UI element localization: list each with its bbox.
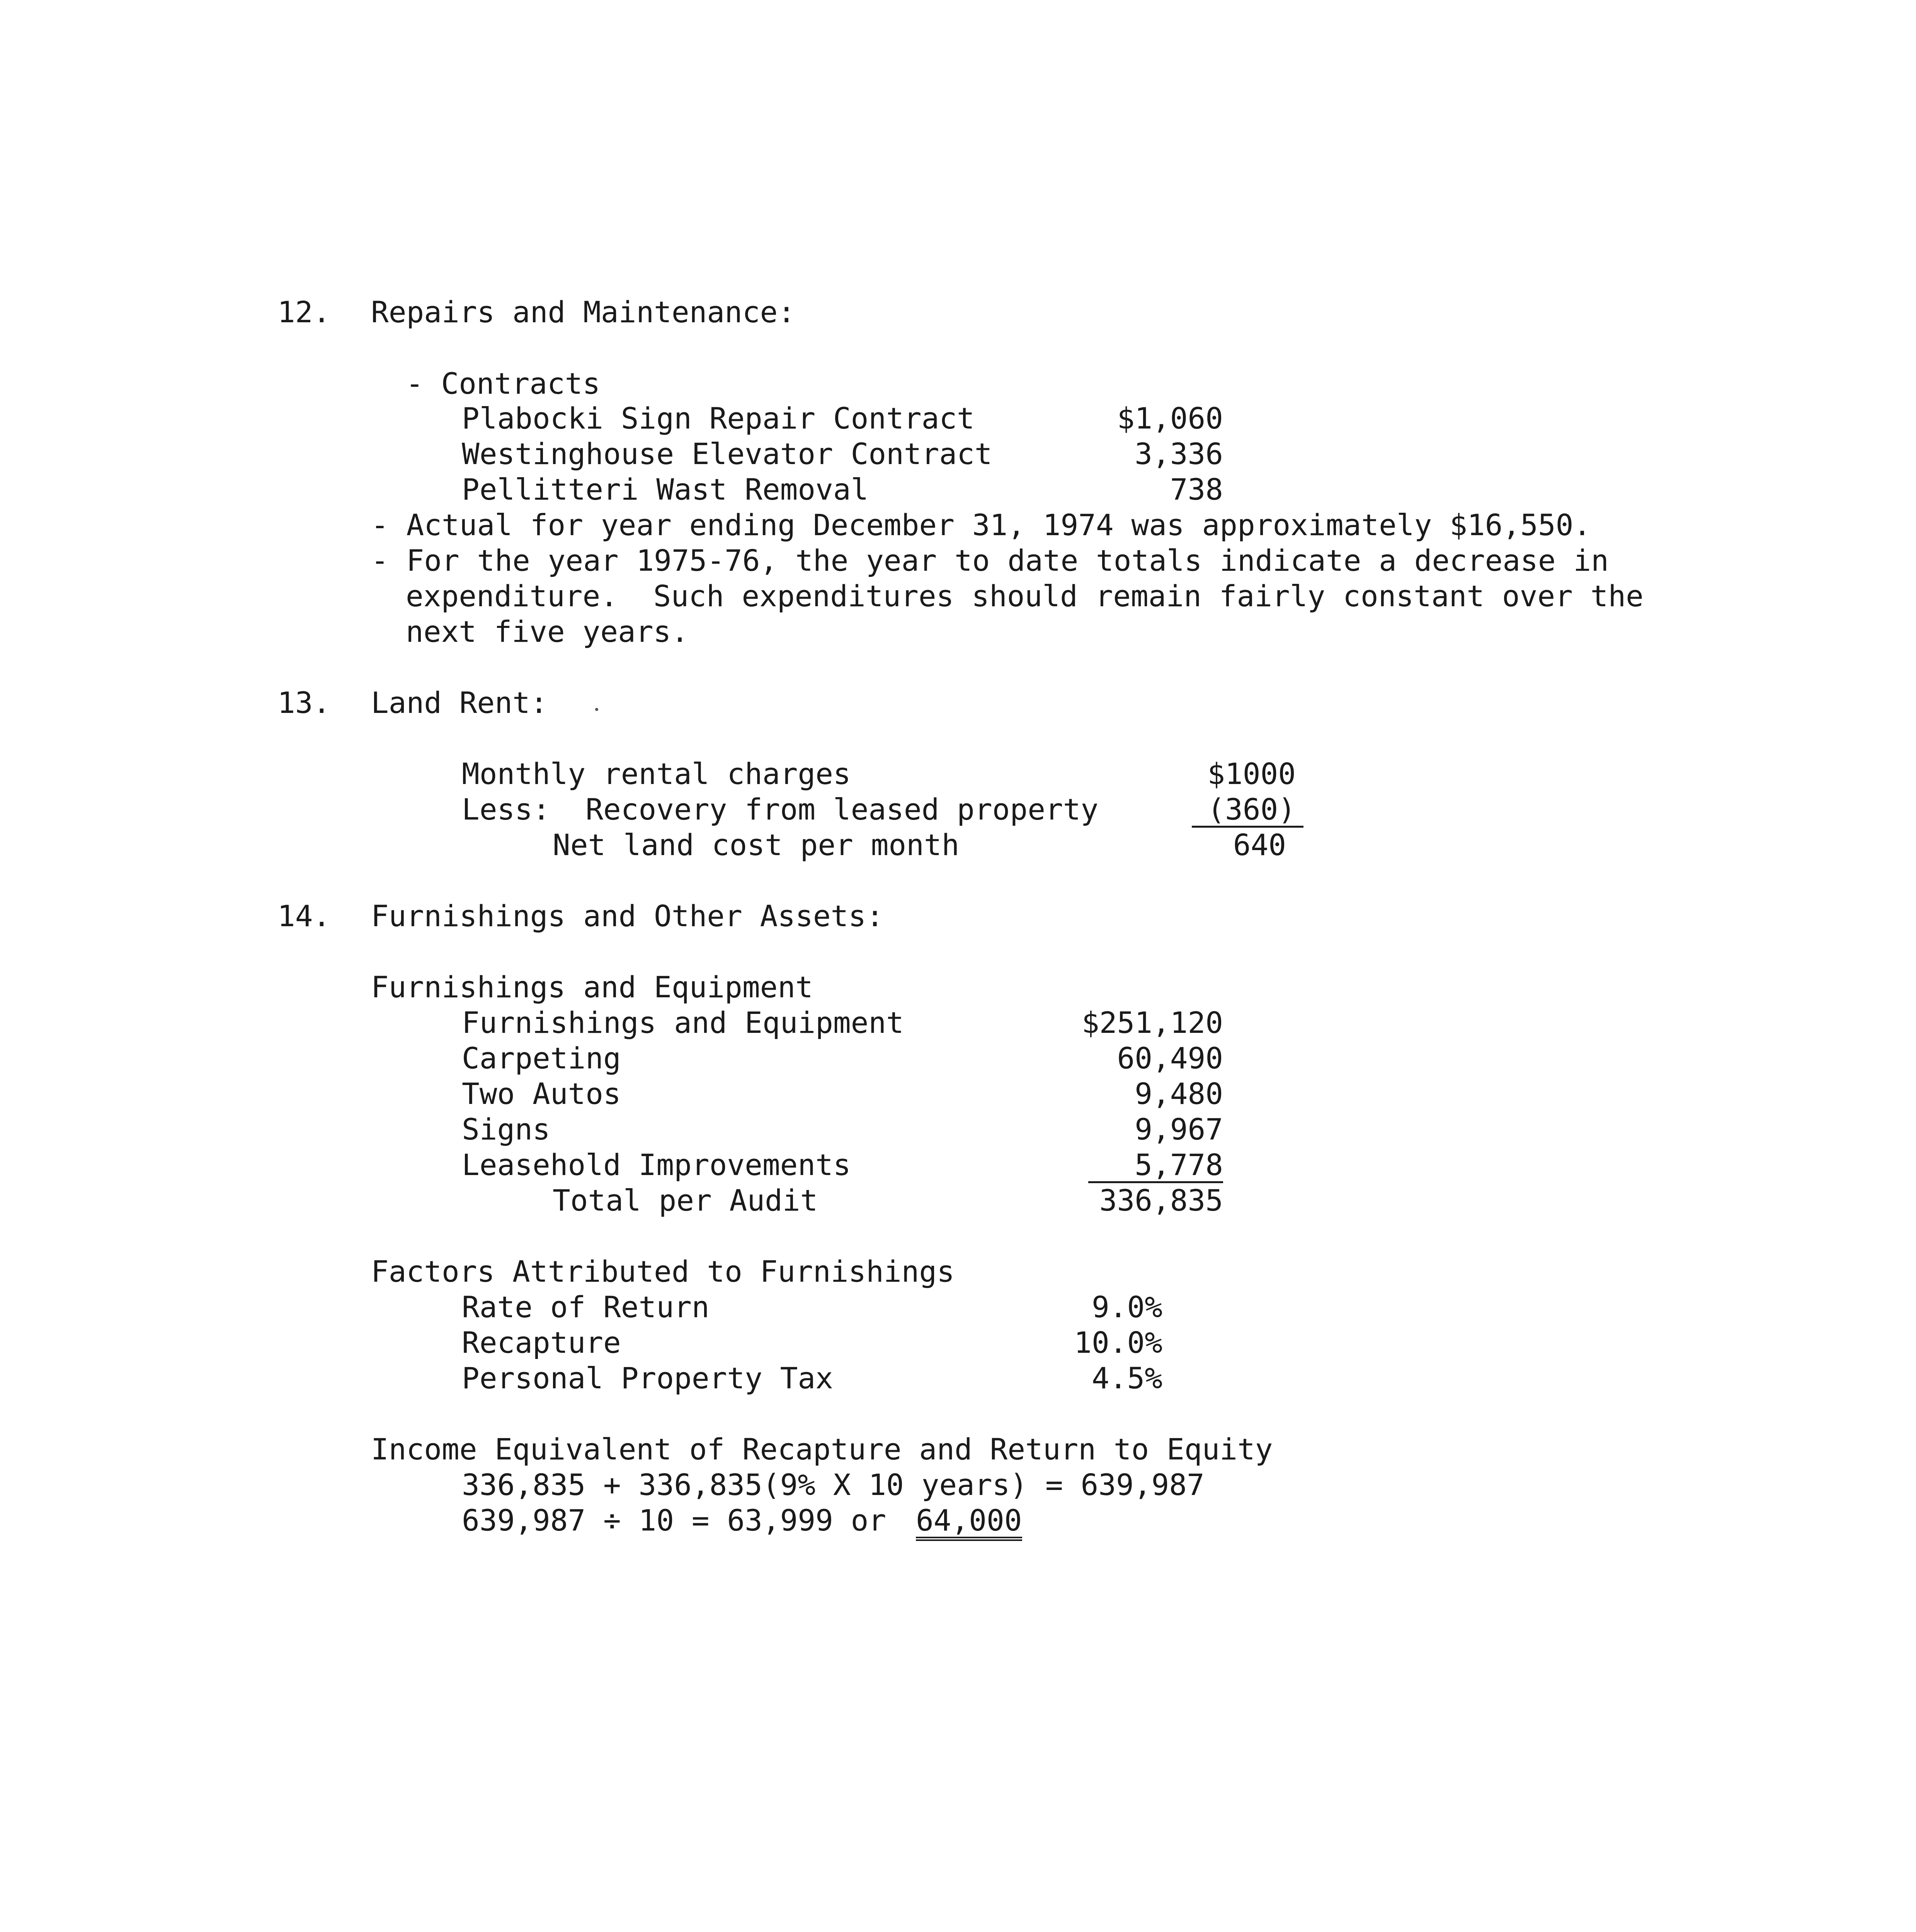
forecast-note-line: - For the year 1975-76, the year to date totals indicate a decrease in (371, 543, 1609, 578)
actual-expenditure-note: - Actual for year ending December 31, 1974 was approximately $16,550. (371, 508, 1591, 542)
equipment-heading: Furnishings and Equipment (371, 970, 813, 1004)
calculation-result: 64,000 (916, 1506, 1022, 1541)
equipment-amount: 5,778 (1088, 1150, 1223, 1183)
forecast-note-line: next five years. (406, 614, 689, 649)
section-14-heading: Furnishings and Other Assets: (371, 899, 884, 933)
section-14-number: 14. (277, 899, 331, 933)
land-rent-amount: 640 (1233, 828, 1286, 862)
total-label: Total per Audit (553, 1183, 818, 1218)
forecast-note-line: expenditure. Such expenditures should remain fairly constant over the (406, 579, 1644, 613)
contract-amount: 3,336 (1135, 437, 1223, 471)
equipment-label: Furnishings and Equipment (462, 1005, 904, 1040)
total-amount: 336,835 (1099, 1183, 1223, 1218)
section-13-heading: Land Rent: (371, 685, 548, 720)
equipment-label: Leasehold Improvements (462, 1148, 851, 1182)
factor-label: Personal Property Tax (462, 1361, 833, 1395)
equipment-label: Carpeting (462, 1041, 621, 1075)
equipment-amount: $251,120 (1081, 1005, 1223, 1040)
contracts-label: - Contracts (406, 366, 601, 401)
contract-name: Westinghouse Elevator Contract (462, 437, 992, 471)
equipment-amount: 60,490 (1117, 1041, 1223, 1075)
contract-name: Plabocki Sign Repair Contract (462, 401, 975, 435)
equipment-label: Two Autos (462, 1077, 621, 1111)
calculation-line: 336,835 + 336,835(9% X 10 years) = 639,987 (462, 1468, 1205, 1502)
factor-value: 4.5% (1091, 1361, 1162, 1395)
income-heading: Income Equivalent of Recapture and Return to Equity (371, 1432, 1273, 1466)
land-rent-label: Less: Recovery from leased property (462, 792, 1099, 827)
land-rent-amount: (360) (1192, 795, 1303, 828)
factors-heading: Factors Attributed to Furnishings (371, 1254, 955, 1289)
stray-mark (595, 708, 598, 711)
land-rent-label: Monthly rental charges (462, 757, 851, 791)
land-rent-label: Net land cost per month (553, 828, 960, 862)
equipment-amount: 9,480 (1135, 1077, 1223, 1111)
contract-amount: 738 (1170, 472, 1223, 507)
section-12-number: 12. (277, 295, 331, 329)
equipment-label: Signs (462, 1112, 550, 1146)
factor-value: 9.0% (1091, 1290, 1162, 1324)
contract-name: Pellitteri Wast Removal (462, 472, 869, 507)
contract-amount: $1,060 (1117, 401, 1223, 435)
factor-label: Rate of Return (462, 1290, 710, 1324)
factor-label: Recapture (462, 1325, 621, 1360)
section-13-number: 13. (277, 685, 331, 720)
factor-value: 10.0% (1074, 1325, 1162, 1360)
section-12-heading: Repairs and Maintenance: (371, 295, 796, 329)
calculation-line-prefix: 639,987 ÷ 10 = 63,999 or (462, 1503, 887, 1537)
land-rent-amount: $1000 (1207, 757, 1296, 791)
equipment-amount: 9,967 (1135, 1112, 1223, 1146)
